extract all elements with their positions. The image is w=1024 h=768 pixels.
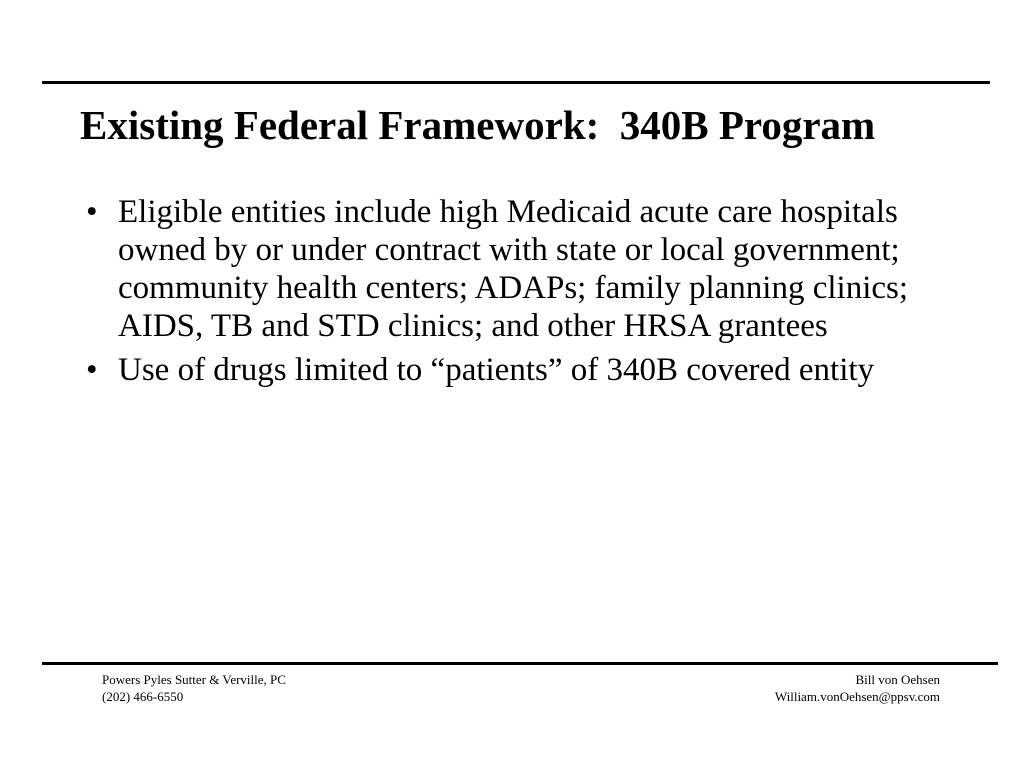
bullet-text: Use of drugs limited to “patients” of 340B covered entity: [118, 352, 875, 388]
firm-name: Powers Pyles Sutter & Verville, PC: [102, 672, 286, 687]
firm-phone: (202) 466-6550: [102, 689, 184, 704]
bullet-item: [80, 351, 960, 389]
footer-firm-info: [102, 671, 286, 705]
bullet-text: Eligible entities include high Medicaid acute care hospitals owned by or under contract with state or local government; community health centers; ADAPs; family planning clinics; AIDS, TB and STD clinics; and other HRSA grantees: [118, 194, 909, 344]
slide-title: Existing Federal Framework: 340B Program: [80, 102, 876, 148]
bullet-icon: •: [86, 352, 98, 388]
bullet-icon: •: [86, 194, 98, 230]
bullet-list: [80, 193, 960, 395]
author-name: Bill von Oehsen: [855, 672, 940, 687]
author-email: William.vonOehsen@ppsv.com: [774, 689, 940, 704]
top-divider: [42, 81, 990, 84]
footer-divider: [42, 662, 998, 665]
footer-author-info: [775, 671, 940, 705]
bullet-item: [80, 193, 960, 345]
